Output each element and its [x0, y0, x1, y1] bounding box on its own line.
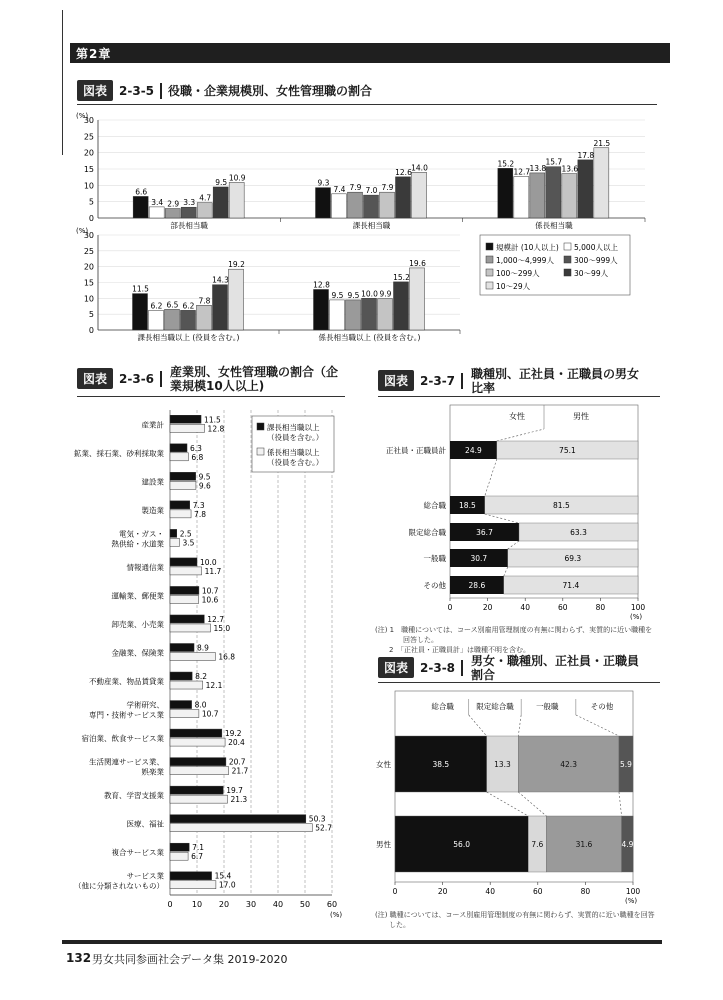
segment-value-label: 13.3 — [494, 760, 511, 769]
female-value-label: 36.7 — [476, 528, 493, 537]
x-tick-label: 60 — [558, 603, 568, 612]
legend-swatch — [486, 282, 493, 289]
bar — [348, 192, 363, 218]
fig3-rule — [378, 396, 660, 397]
bar-value-label: 15.4 — [214, 871, 232, 881]
legend-label: （役員を含む。） — [267, 458, 324, 467]
bar-value-label: 13.8 — [529, 163, 547, 173]
fig1-chart — [70, 110, 660, 355]
bar — [170, 852, 188, 860]
male-value-label: 75.1 — [559, 446, 576, 455]
y-tick-label: 5 — [88, 310, 94, 320]
category-label: 熱供給・水道業 — [111, 539, 164, 549]
header-male: 男性 — [573, 412, 589, 421]
bar — [578, 160, 593, 218]
legend-swatch — [486, 269, 493, 276]
bar — [170, 672, 192, 680]
bar — [170, 644, 194, 652]
category-label: 係長相当職以上 (役員を含む。) — [318, 333, 421, 342]
x-tick-label: 10 — [191, 900, 203, 909]
y-tick-label: 30 — [83, 116, 94, 125]
bar — [149, 310, 164, 330]
fig4-header — [378, 657, 469, 678]
bar — [133, 294, 148, 330]
bar-value-label: 9.5 — [347, 290, 360, 300]
bar — [197, 305, 212, 330]
bar-value-label: 3.4 — [151, 197, 164, 207]
fig4-chart — [370, 686, 665, 911]
y-unit: (%) — [76, 112, 89, 120]
female-value-label: 24.9 — [465, 446, 482, 455]
y-tick-label: 10 — [83, 181, 94, 191]
bar-value-label: 4.7 — [199, 193, 212, 203]
bar-value-label: 10.0 — [200, 557, 217, 567]
bar-value-label: 20.4 — [228, 738, 245, 748]
fig4-notes — [375, 910, 665, 930]
category-label: 係長相当職 — [535, 221, 573, 230]
y-tick-label: 15 — [83, 165, 94, 174]
bar-value-label: 6.2 — [150, 301, 163, 311]
category-label: 女性 — [376, 760, 391, 769]
legend-label: 1,000〜4,999人 — [496, 256, 554, 265]
category-label: 製造業 — [141, 505, 164, 515]
page-number: 132 — [66, 951, 92, 965]
legend-swatch — [486, 243, 493, 250]
y-tick-label: 20 — [83, 148, 94, 158]
fig4-note: (注) 職種については、コース別雇用管理制度の有無に関わらず、実質的に近い職種を回答 — [375, 911, 655, 919]
bar — [362, 298, 377, 330]
male-value-label: 71.4 — [562, 581, 580, 590]
category-label: 限定総合職 — [408, 528, 446, 537]
header-female: 女性 — [509, 412, 525, 421]
bar — [170, 624, 211, 632]
fig4-rule — [378, 682, 660, 683]
chapter-label: 第2章 — [76, 47, 112, 61]
category-label: 男性 — [376, 840, 391, 849]
y-tick-label: 5 — [88, 197, 94, 207]
fig4-title-line2: 割合 — [471, 668, 496, 682]
legend-swatch — [257, 423, 264, 430]
bar-value-label: 15.2 — [393, 272, 410, 282]
bar-value-label: 19.2 — [224, 729, 242, 739]
fig3-note-1b: 回答した。 — [375, 636, 438, 644]
segment-header: 一般職 — [536, 702, 559, 711]
x-tick-label: 60 — [533, 887, 543, 896]
bar-value-label: 7.4 — [333, 184, 346, 194]
legend-swatch — [564, 256, 571, 263]
bar — [170, 815, 306, 823]
bar-value-label: 12.7 — [207, 614, 224, 624]
bar-value-label: 19.7 — [226, 786, 243, 796]
fig2-rule — [77, 396, 345, 397]
bar-value-label: 12.1 — [205, 681, 223, 691]
x-tick-label: 20 — [218, 900, 230, 909]
legend-swatch — [257, 448, 264, 455]
bar-value-label: 15.0 — [213, 623, 231, 633]
bar-value-label: 9.6 — [198, 481, 211, 491]
segment-value-label: 56.0 — [453, 840, 470, 849]
bar — [346, 300, 361, 330]
bar-value-label: 10.7 — [201, 709, 219, 719]
bar — [229, 269, 244, 330]
bar-value-label: 8.9 — [197, 643, 209, 653]
category-label: 宿泊業、飲食サービス業 — [81, 734, 164, 744]
x-tick-label: 40 — [520, 603, 530, 612]
bar-value-label: 6.5 — [166, 300, 179, 310]
category-label: 専門・技術サービス業 — [89, 710, 164, 720]
bar-value-label: 3.5 — [182, 538, 195, 548]
bar — [170, 872, 212, 880]
category-label: 生活関連サービス業、 — [89, 757, 164, 767]
bar — [170, 653, 215, 661]
legend-label: 5,000人以上 — [574, 243, 618, 252]
legend-label: 100〜299人 — [496, 269, 540, 278]
bar-value-label: 6.7 — [191, 852, 204, 862]
bar — [170, 786, 223, 794]
bar — [332, 194, 347, 218]
category-label: 情報通信業 — [126, 562, 164, 572]
bar-value-label: 9.5 — [331, 290, 344, 300]
fig4-badge: 図表 — [378, 657, 414, 678]
bar — [514, 177, 529, 218]
bar-value-label: 11.5 — [132, 284, 149, 294]
chapter-header — [70, 43, 670, 63]
fig1-number: 2-3-5 — [119, 84, 155, 98]
bar — [149, 207, 164, 218]
bar-value-label: 12.8 — [207, 424, 225, 434]
bar — [546, 167, 561, 218]
x-tick-label: 20 — [482, 603, 493, 612]
category-label: 複合サービス業 — [111, 848, 164, 858]
bar — [170, 415, 201, 423]
bar — [170, 538, 179, 546]
y-tick-label: 0 — [88, 214, 94, 223]
bar — [170, 729, 222, 737]
bar — [170, 510, 191, 518]
x-tick-label: 80 — [595, 603, 606, 612]
x-tick-label: 0 — [167, 900, 173, 909]
bar-value-label: 11.7 — [204, 566, 222, 576]
fig3-badge: 図表 — [378, 370, 414, 391]
category-label: 課長相当職以上 (役員を含む。) — [137, 333, 240, 342]
bar-value-label: 6.3 — [190, 443, 202, 453]
category-label: その他 — [423, 581, 446, 590]
bar-value-label: 52.7 — [315, 823, 332, 833]
male-value-label: 69.3 — [564, 554, 582, 563]
bar — [394, 282, 409, 330]
bar — [530, 173, 545, 218]
fig4-number: 2-3-8 — [420, 661, 456, 675]
bar-value-label: 7.9 — [381, 183, 394, 193]
bar-value-label: 21.3 — [230, 795, 248, 805]
category-label: 正社員・正職員計 — [386, 446, 446, 455]
fig2-badge: 図表 — [77, 368, 113, 389]
bar-value-label: 8.0 — [194, 700, 207, 710]
segment-value-label: 38.5 — [432, 760, 450, 769]
bar-value-label: 9.5 — [198, 472, 211, 482]
bar-value-label: 6.2 — [182, 301, 195, 311]
fig2-title — [170, 365, 338, 393]
male-value-label: 63.3 — [570, 528, 587, 537]
segment-value-label: 7.6 — [531, 840, 544, 849]
bar-value-label: 7.1 — [192, 843, 205, 853]
bar-value-label: 10.6 — [201, 595, 219, 605]
bar-value-label: 2.9 — [167, 199, 180, 209]
bar-value-label: 15.7 — [545, 157, 563, 167]
y-tick-label: 15 — [83, 278, 94, 288]
fig3-note-1: (注) 1 職種については、コース別雇用管理制度の有無に関わらず、実質的に近い職種を — [375, 626, 653, 634]
y-unit: (%) — [76, 227, 89, 235]
bar-value-label: 21.5 — [593, 138, 611, 148]
bar-value-label: 7.3 — [192, 500, 205, 510]
footer-title: 男女共同参画社会データ集 2019-2020 — [92, 953, 288, 966]
bar-value-label: 16.8 — [218, 652, 236, 662]
bar-value-label: 12.8 — [313, 280, 330, 290]
fig1-header — [77, 80, 372, 101]
legend-label: 係長相当職以上 — [267, 448, 320, 457]
bar — [170, 444, 187, 452]
fig4-note-cont: した。 — [375, 921, 410, 929]
legend-label: 300〜999人 — [574, 256, 618, 265]
fig3-header — [378, 370, 469, 391]
category-label: 建設業 — [141, 477, 164, 487]
fig2-title-line1: 産業別、女性管理職の割合（企 — [170, 365, 339, 379]
bar — [170, 681, 203, 689]
category-label: 電気・ガス・ — [119, 529, 164, 539]
x-tick-label: 40 — [485, 887, 495, 896]
bar — [181, 207, 196, 218]
bar — [170, 481, 196, 489]
segment-value-label: 5.9 — [620, 760, 632, 769]
bar — [170, 738, 225, 746]
segment-header: その他 — [590, 702, 614, 711]
bar — [170, 472, 196, 480]
bar — [170, 595, 199, 603]
bar — [170, 615, 204, 623]
bar-value-label: 19.6 — [409, 258, 426, 268]
fig3-number: 2-3-7 — [420, 374, 456, 388]
fig3-chart — [370, 400, 665, 625]
fig2-header — [77, 368, 168, 389]
bar — [165, 309, 180, 330]
x-tick-label: 40 — [272, 900, 284, 909]
x-tick-label: 60 — [326, 900, 338, 909]
fig4-title — [471, 654, 639, 682]
bar — [410, 268, 425, 330]
fig3-title-line2: 比率 — [471, 381, 496, 395]
bar — [170, 767, 229, 775]
bar-value-label: 10.9 — [228, 173, 246, 183]
category-label: （他に分類されないもの） — [74, 881, 164, 891]
bar — [229, 182, 244, 218]
bar — [170, 881, 216, 889]
bar — [165, 209, 180, 218]
bar — [562, 174, 577, 218]
bar — [170, 558, 197, 566]
bar — [170, 586, 199, 594]
bar — [170, 453, 188, 461]
x-tick-label: 100 — [625, 887, 641, 896]
bar-value-label: 20.7 — [228, 757, 246, 767]
bar-value-label: 12.6 — [395, 167, 412, 177]
x-tick-label: 80 — [580, 887, 591, 896]
bar-value-label: 7.8 — [198, 296, 211, 306]
legend-label: 30〜99人 — [574, 269, 609, 278]
legend-swatch — [486, 256, 493, 263]
bar-value-label: 15.2 — [497, 159, 515, 169]
category-label: 一般職 — [423, 554, 446, 563]
y-tick-label: 30 — [83, 231, 94, 240]
bar-value-label: 7.8 — [194, 509, 206, 519]
legend-label: 規模計 (10人以上) — [496, 243, 559, 252]
bar — [213, 187, 228, 218]
category-label: 産業計 — [141, 420, 164, 430]
fig4-title-line1: 男女・職種別、正社員・正職員 — [471, 654, 640, 668]
bar — [330, 300, 345, 330]
y-tick-label: 0 — [88, 326, 94, 335]
segment-value-label: 42.3 — [560, 760, 577, 769]
y-tick-label: 20 — [83, 262, 94, 272]
female-value-label: 28.6 — [468, 581, 486, 590]
category-label: 学術研究、 — [126, 700, 164, 710]
fig2-chart — [62, 400, 352, 925]
female-value-label: 30.7 — [470, 554, 488, 563]
category-label: 運輸業、郵便業 — [111, 591, 164, 601]
category-label: 卸売業、小売業 — [111, 619, 164, 629]
legend-label: （役員を含む。） — [267, 433, 324, 442]
bar — [170, 710, 199, 718]
fig1-title: 役職・企業規模別、女性管理職の割合 — [168, 84, 373, 98]
bar-value-label: 11.5 — [204, 415, 221, 425]
fig3-title — [471, 367, 639, 395]
x-unit: (%) — [625, 897, 638, 905]
segment-header: 限定総合職 — [476, 702, 514, 711]
category-label: 金融業、保険業 — [111, 648, 164, 658]
fig3-title-line1: 職種別、正社員・正職員の男女 — [471, 367, 640, 381]
y-tick-label: 25 — [83, 132, 94, 142]
bar — [396, 177, 411, 218]
bar — [314, 289, 329, 330]
x-tick-label: 0 — [392, 887, 398, 896]
bar-value-label: 2.5 — [179, 529, 192, 539]
category-label: 不動産業、物品賃貸業 — [89, 677, 164, 687]
bar-value-label: 8.2 — [195, 672, 208, 682]
category-label: 教育、学習支援業 — [104, 791, 164, 801]
category-label: 娯楽業 — [141, 767, 164, 777]
bar — [170, 501, 190, 509]
bar — [170, 824, 312, 832]
bar — [170, 529, 177, 537]
category-label: 部長相当職 — [170, 221, 208, 230]
bar — [170, 424, 205, 432]
bar — [170, 758, 226, 766]
category-label: 総合職 — [423, 501, 446, 510]
bar — [197, 203, 212, 218]
bar — [498, 168, 513, 218]
segment-header: 総合職 — [431, 702, 454, 711]
fig2-number: 2-3-6 — [119, 372, 155, 386]
x-tick-label: 100 — [630, 603, 646, 612]
male-value-label: 81.5 — [553, 501, 570, 510]
bar-value-label: 6.8 — [191, 452, 204, 462]
bar — [181, 310, 196, 330]
bar-value-label: 17.0 — [218, 880, 236, 890]
bar-value-label: 21.7 — [231, 766, 249, 776]
bar-value-label: 50.3 — [308, 814, 326, 824]
bar-value-label: 3.3 — [183, 198, 196, 208]
x-tick-label: 0 — [447, 603, 453, 612]
legend-label: 課長相当職以上 — [267, 423, 320, 432]
legend-swatch — [564, 269, 571, 276]
category-label: サービス業 — [126, 871, 164, 881]
bar — [412, 172, 427, 218]
bar — [213, 285, 228, 330]
x-unit: (%) — [630, 613, 643, 621]
category-label: 課長相当職 — [352, 221, 391, 230]
bar-value-label: 14.3 — [212, 275, 229, 285]
bar-value-label: 19.2 — [228, 260, 245, 270]
segment-value-label: 31.6 — [575, 840, 593, 849]
bar — [170, 843, 189, 851]
y-tick-label: 10 — [83, 294, 94, 304]
bar — [170, 567, 202, 575]
bar — [364, 195, 379, 218]
y-tick-label: 25 — [83, 246, 94, 256]
bar-value-label: 10.7 — [201, 586, 219, 596]
bar-value-label: 6.6 — [135, 187, 148, 197]
margin-rule — [62, 10, 63, 155]
bar — [133, 196, 148, 218]
bar-value-label: 7.0 — [365, 186, 378, 196]
bar — [594, 148, 609, 218]
fig3-notes — [375, 625, 665, 655]
x-tick-label: 30 — [245, 900, 257, 909]
fig2-title-line2: 業規模10人以上) — [170, 379, 265, 393]
bar — [380, 192, 395, 218]
bar-value-label: 9.3 — [317, 178, 330, 188]
bar-value-label: 7.9 — [349, 183, 362, 193]
x-tick-label: 50 — [299, 900, 311, 909]
segment-value-label: 4.9 — [621, 840, 634, 849]
bar — [378, 299, 393, 330]
bar-value-label: 17.8 — [577, 150, 595, 160]
bar-value-label: 9.5 — [215, 177, 228, 187]
fig3-note-2: 2 「正社員・正職員計」は職種不明を含む。 — [375, 646, 530, 654]
bar-value-label: 13.6 — [561, 164, 579, 174]
bar-value-label: 9.9 — [379, 289, 392, 299]
legend-label: 10〜29人 — [496, 282, 531, 291]
x-unit: (%) — [330, 911, 343, 919]
bar-value-label: 10.0 — [361, 289, 378, 299]
category-label: 医療、福祉 — [126, 819, 164, 829]
footer-rule — [62, 940, 662, 944]
bar — [316, 188, 331, 218]
bar-value-label: 12.7 — [513, 167, 531, 177]
fig1-rule — [77, 104, 657, 105]
legend-swatch — [564, 243, 571, 250]
bar — [170, 795, 228, 803]
bar — [170, 701, 192, 709]
bar-value-label: 14.0 — [411, 163, 428, 173]
female-value-label: 18.5 — [459, 501, 476, 510]
x-tick-label: 20 — [437, 887, 448, 896]
category-label: 鉱業、採石業、砂利採取業 — [74, 448, 164, 458]
fig1-badge: 図表 — [77, 80, 113, 101]
